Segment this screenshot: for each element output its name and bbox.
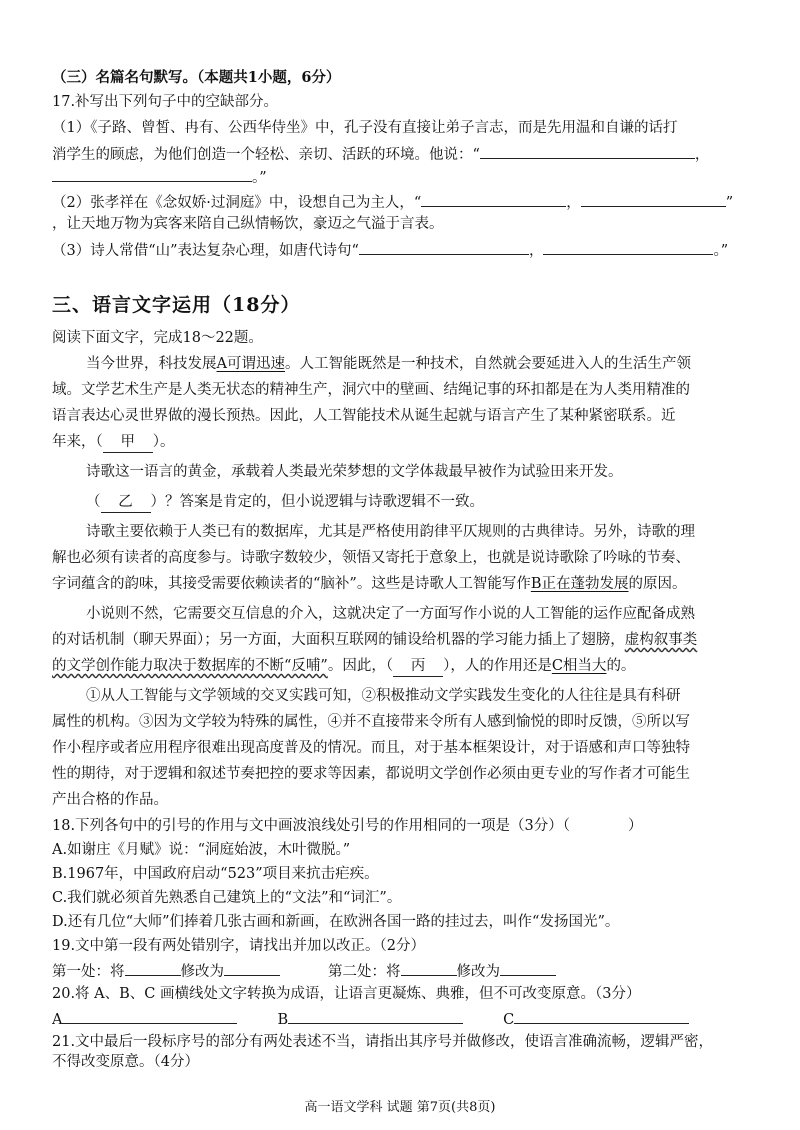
- answer-blank[interactable]: [581, 191, 726, 207]
- passage-p1-line4: [52, 432, 752, 453]
- label-b: B: [277, 1012, 289, 1028]
- q17-2-line2: ，让天地万物为宾客来陪自己纵情畅饮，豪迈之气溢于言表。: [52, 216, 444, 232]
- passage-p6-line2: 属性的机构。③因为文学较为特殊的属性，④并不直接带来令所有人感到愉悦的即时反馈，⑤所以写: [52, 714, 690, 730]
- q17-stem: 17.补写出下列句子中的空缺部分。: [52, 94, 279, 110]
- q18-option-b: B.1967年，中国政府启动“523”项目来抗击疟疾。: [52, 866, 379, 882]
- answer-blank[interactable]: [500, 960, 556, 976]
- label-c: C: [503, 1012, 515, 1028]
- punct: ，: [694, 147, 710, 163]
- text: 的。: [606, 658, 636, 674]
- wavy-underline: 虚构叙事类: [624, 632, 698, 648]
- text: 当今世界，科技发展: [86, 356, 217, 372]
- passage-p5-line1: 小说则不然，它需要交互信息的介入，这就决定了一方面写作小说的人工智能的运作应配备成熟: [86, 606, 695, 622]
- q18-option-a: A.如谢庄《月赋》说：“洞庭始波，木叶微脱。”: [52, 842, 351, 858]
- answer-blank[interactable]: [401, 960, 457, 976]
- q17-1-line3: [52, 166, 752, 188]
- answer-blank[interactable]: [480, 143, 695, 159]
- passage-p6-line1: ①从人工智能与文学领域的交叉实践可知，②积极推动文学实践发生变化的人往往是具有科研: [86, 688, 681, 704]
- punct: ”: [725, 195, 734, 211]
- q20-answers: [52, 1008, 752, 1030]
- passage-p5-line2: [52, 630, 752, 650]
- answer-blank[interactable]: [543, 239, 713, 255]
- text: 年来，（: [52, 434, 103, 450]
- text: 。人工智能既然是一种技术，自然就会要延进入人的生活生产领: [284, 356, 691, 372]
- passage-p6-line3: 作小程序或者应用程序很难出现高度普及的情况。而且，对于基本框架设计，对于语感和声口等独特: [52, 740, 690, 756]
- punct: 。”: [713, 243, 729, 259]
- answer-blank[interactable]: [62, 1008, 237, 1024]
- q21-stem-line1: 21.文中最后一段标序号的部分有两处表述不当，请指出其序号并做修改，使语言准确流畅，逻辑严密，: [52, 1034, 714, 1050]
- q21-stem-line2: 不得改变原意。（4分）: [52, 1054, 199, 1070]
- q19-stem: 19.文中第一段有两处错别字，请找出并加以改正。（2分）: [52, 938, 426, 954]
- q19-answers: [52, 960, 752, 982]
- passage-p6-line4: 性的期待，对于逻辑和叙述节奏把控的要求等因素，都说明文学创作必须由更专业的写作者才可能生: [52, 766, 690, 782]
- punct: ，: [566, 195, 581, 211]
- text: （: [86, 494, 101, 510]
- label-a: A: [52, 1012, 63, 1028]
- blank-yi: 乙: [101, 492, 151, 513]
- text: 。因此，（: [327, 658, 394, 674]
- underlined-b: B正在蓬勃发展: [530, 576, 629, 592]
- passage-p3: [86, 492, 786, 513]
- passage-p1-line1: [86, 354, 786, 374]
- passage-p1-line2: 域。文学艺术生产是人类无状态的精神生产，洞穴中的壁画、结绳记事的环扣都是在为人类用精准的: [52, 382, 690, 398]
- answer-blank[interactable]: [359, 239, 529, 255]
- q17-2-line1: [52, 191, 752, 213]
- q17-1-text: 消学生的顾虑，为他们创造一个轻松、亲切、活跃的环境。他说：“: [52, 147, 480, 163]
- q17-1-line2: [52, 143, 752, 165]
- passage-p5-line3: [52, 656, 752, 677]
- answer-blank[interactable]: [224, 960, 280, 976]
- text: 字词蕴含的韵味，其接受需要依赖读者的“脑补”。这些是诗歌人工智能写作: [52, 576, 531, 592]
- passage-p6-line5: 产出合格的作品。: [52, 792, 168, 808]
- answer-blank[interactable]: [421, 191, 566, 207]
- answer-blank[interactable]: [514, 1008, 689, 1024]
- text: ）？答案是肯定的，但小说逻辑与诗歌逻辑不一致。: [150, 494, 484, 510]
- blank-bing: 丙: [393, 656, 443, 677]
- passage-p4-line1: 诗歌主要依赖于人类已有的数据库，尤其是严格使用韵律平仄规则的古典律诗。另外，诗歌的理: [86, 524, 695, 540]
- text: 修改为: [180, 964, 224, 980]
- page-footer: 高一语文学科 试题 第7页(共8页): [304, 1100, 496, 1115]
- answer-blank[interactable]: [125, 960, 181, 976]
- reading-intro: 阅读下面文字，完成18～22题。: [52, 330, 263, 346]
- passage-p4-line2: 解也必须有读者的高度参与。诗歌字数较少，领悟又寄托于意象上，也就是说诗歌除了吟咏的节奏、: [52, 550, 690, 566]
- passage-p2: 诗歌这一语言的黄金，承载着人类最光荣梦想的文学体裁最早被作为试验田来开发。: [86, 464, 623, 480]
- punct: 。”: [252, 170, 267, 186]
- q18-option-c: C.我们就必须首先熟悉自己建筑上的“文法”和“词汇”。: [52, 890, 402, 906]
- q17-3-text: （3）诗人常借“山”表达复杂心理，如唐代诗句“: [52, 243, 359, 259]
- punct: ，: [528, 243, 544, 259]
- section-title: 三、语言文字运用（18分）: [52, 294, 301, 316]
- text: 第一处：将: [52, 964, 125, 980]
- q18-option-d: D.还有几位“大师”们捧着几张古画和新画，在欧洲各国一路的挂过去，叫作“发扬国光”。: [52, 914, 620, 930]
- passage-p1-line3: 语言表达心灵世界做的漫长预热。因此，人工智能技术从诞生起就与语言产生了某种紧密联系。近: [52, 408, 676, 424]
- blank-jia: 甲: [103, 432, 153, 453]
- q17-2-text: （2）张孝祥在《念奴娇·过洞庭》中，设想自己为主人，“: [52, 195, 422, 211]
- q20-stem: 20.将 A、B、C 画横线处文字转换为成语，让语言更凝炼、典雅，但不可改变原意。（3分）: [52, 986, 641, 1002]
- text: 的对话机制（聊天界面）；另一方面，大面积互联网的铺设给机器的学习能力插上了翅膀，: [52, 632, 625, 648]
- answer-blank[interactable]: [288, 1008, 463, 1024]
- underlined-a: A可谓迅速: [216, 356, 285, 372]
- passage-p4-line3: [52, 574, 752, 594]
- wavy-underline: 的文学创作能力取决于数据库的不断“反哺”: [52, 658, 328, 674]
- q17-1-line1: （1）《子路、曾皙、冉有、公西华侍坐》中，孔子没有直接让弟子言志，而是先用温和自谦的话打: [52, 120, 678, 136]
- text: ）。: [152, 434, 175, 450]
- text: 第二处：将: [328, 964, 401, 980]
- text: 修改为: [456, 964, 500, 980]
- q17-3-line: [52, 239, 752, 261]
- answer-blank[interactable]: [52, 166, 252, 182]
- underlined-c: C相当大: [551, 658, 607, 674]
- q18-stem: 18.下列各句中的引号的作用与文中画波浪线处引号的作用相同的一项是（3分）（ ）: [52, 818, 643, 834]
- section-heading: （三）名篇名句默写。（本题共1小题，6分）: [52, 69, 341, 86]
- text: ），人的作用还是: [443, 658, 552, 674]
- text: 的原因。: [628, 576, 687, 592]
